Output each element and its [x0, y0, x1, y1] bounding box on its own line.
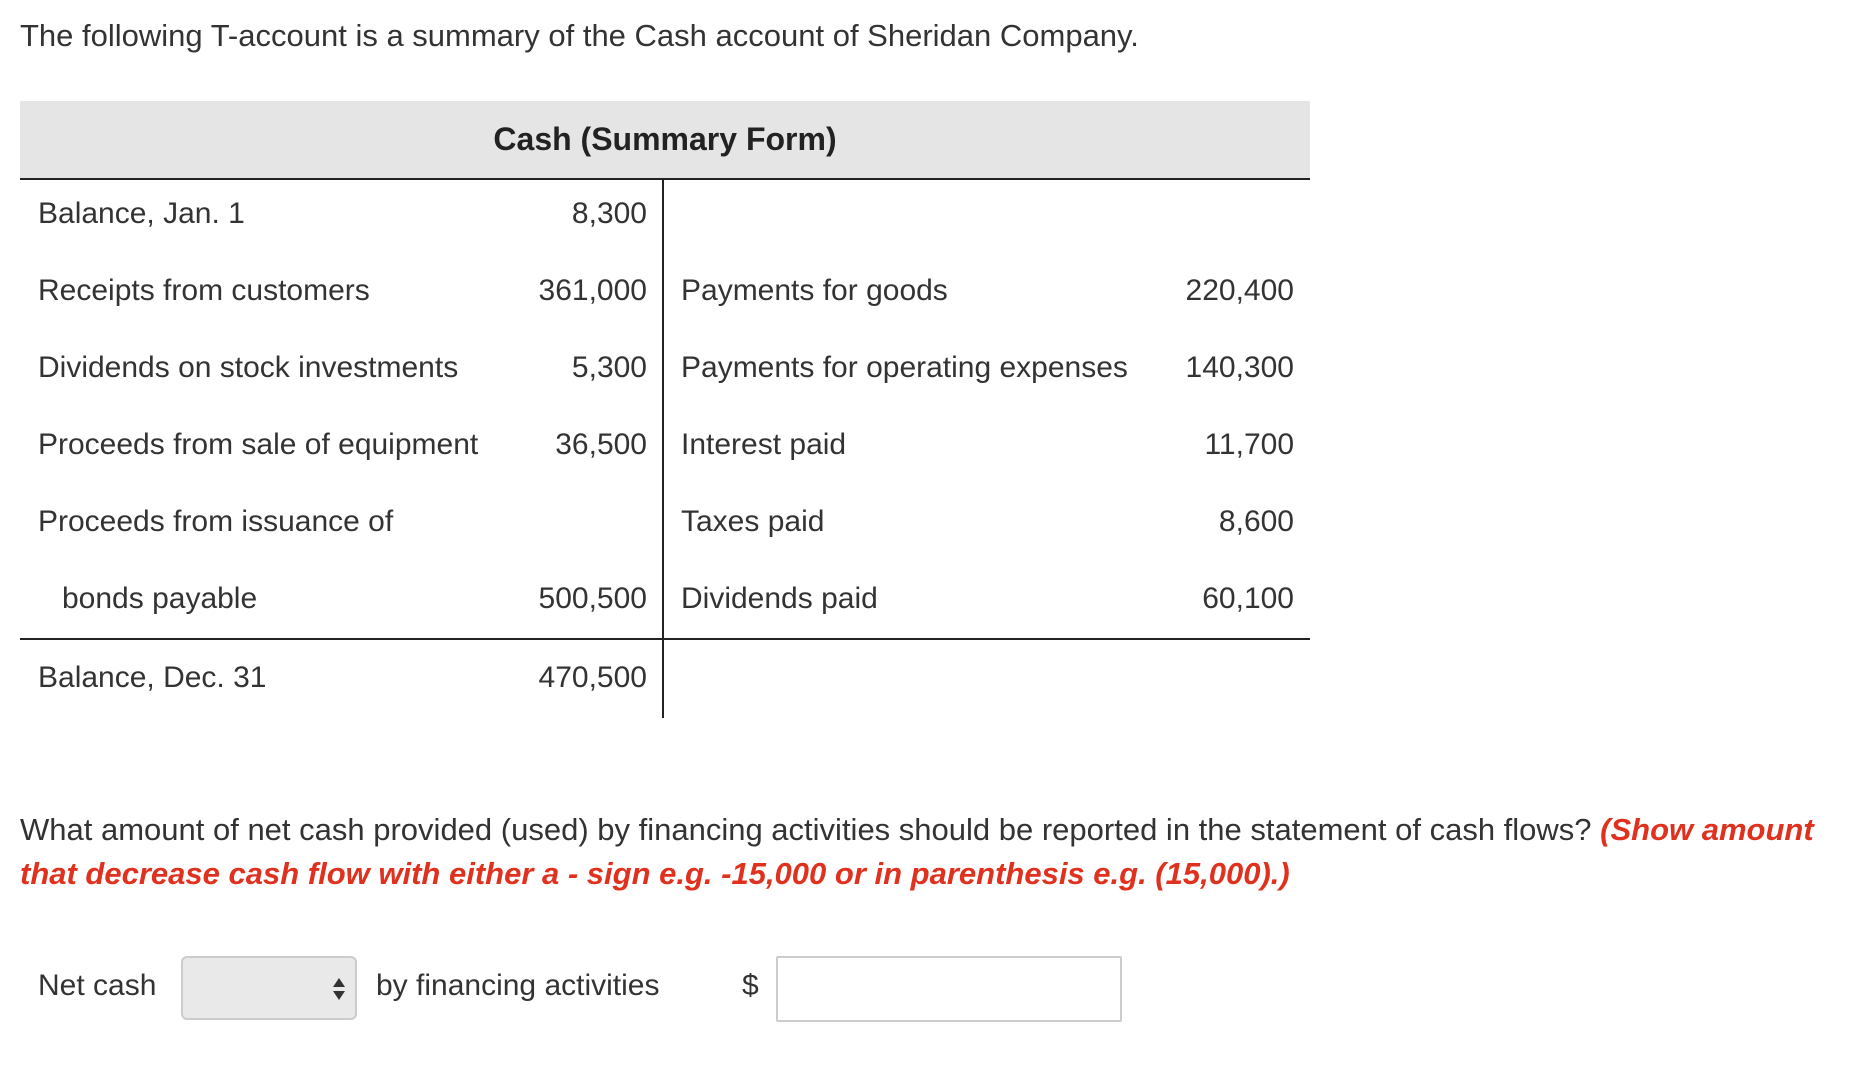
t-account-row [20, 502, 1310, 542]
ending-balance-amount: 470,500 [538, 661, 647, 694]
credit-label: Payments for operating expenses [681, 351, 1128, 384]
debit-amount: 8,300 [571, 197, 647, 230]
t-account-total-line [20, 638, 1310, 640]
credit-label: Interest paid [681, 428, 847, 461]
t-account-body [20, 180, 1310, 694]
debit-amount: 5,300 [571, 351, 647, 384]
question-instruction: (Show amount that decrease cash flow with either a - sign e.g. -15,000 or in parenthesis e.g. (15,000).) [20, 812, 1814, 891]
t-account-ending-row [20, 658, 1310, 698]
debit-amount: 500,500 [538, 582, 647, 615]
credit-amount: 60,100 [1202, 582, 1294, 615]
ending-balance-label: Balance, Dec. 31 [38, 661, 267, 694]
t-account-row [20, 348, 1310, 388]
cash-t-account [20, 101, 1310, 694]
debit-amount: 361,000 [538, 274, 647, 307]
question-text: What amount of net cash provided (used) by financing activities should be reported in the statement of cash flows? [20, 812, 1601, 847]
debit-label: Receipts from customers [38, 274, 370, 307]
select-arrows-icon [333, 974, 345, 1004]
debit-label: Balance, Jan. 1 [38, 197, 245, 230]
problem-intro: The following T-account is a summary of the Cash account of Sheridan Company. [20, 18, 1139, 53]
net-cash-label: Net cash [38, 969, 157, 1002]
t-account-row [20, 425, 1310, 465]
question-prompt [20, 808, 1860, 896]
debit-label: Dividends on stock investments [38, 351, 459, 384]
net-cash-amount-input[interactable] [776, 956, 1122, 1022]
credit-amount: 8,600 [1218, 505, 1294, 538]
debit-label: Proceeds from sale of equipment [38, 428, 479, 461]
debit-label: bonds payable [62, 582, 258, 615]
answer-row [20, 956, 1140, 1022]
credit-amount: 220,400 [1185, 274, 1294, 307]
t-account-row [20, 194, 1310, 234]
provided-used-select[interactable] [181, 956, 357, 1020]
t-account-row [20, 579, 1310, 619]
credit-label: Payments for goods [681, 274, 948, 307]
credit-amount: 11,700 [1204, 428, 1294, 461]
credit-label: Dividends paid [681, 582, 878, 615]
debit-label: Proceeds from issuance of [38, 505, 394, 538]
by-financing-activities-label: by financing activities [376, 969, 660, 1002]
debit-amount: 36,500 [555, 428, 647, 461]
credit-amount: 140,300 [1185, 351, 1294, 384]
t-account-title: Cash (Summary Form) [20, 101, 1310, 180]
credit-label: Taxes paid [681, 505, 825, 538]
dollar-sign: $ [742, 969, 759, 1002]
t-account-row [20, 271, 1310, 311]
